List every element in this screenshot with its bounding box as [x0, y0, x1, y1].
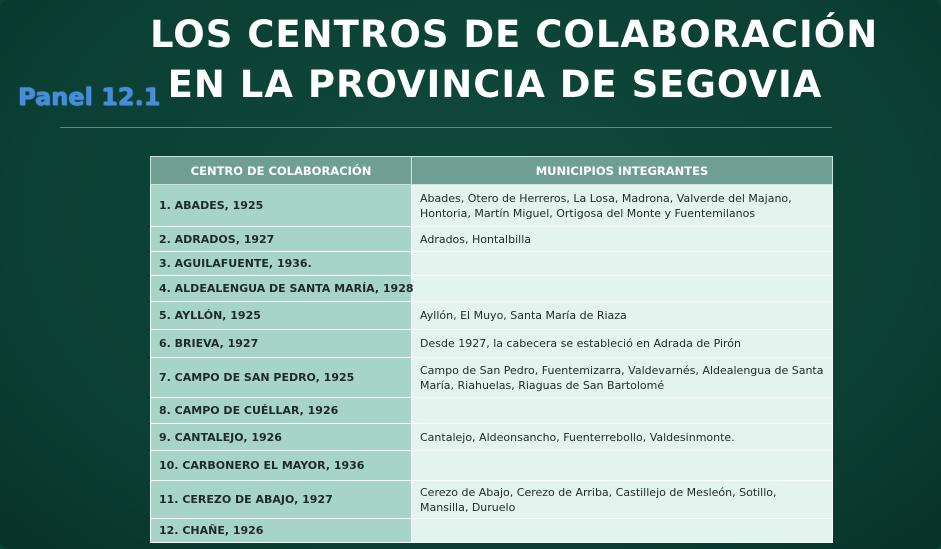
title-divider — [60, 127, 832, 128]
table-row — [151, 358, 833, 398]
cell-centro: 6. BRIEVA, 1927 — [151, 330, 412, 358]
table-row — [151, 519, 833, 543]
cell-municipios — [412, 398, 833, 424]
cell-centro: 10. CARBONERO EL MAYOR, 1936 — [151, 451, 412, 481]
cell-centro: 8. CAMPO DE CUÉLLAR, 1926 — [151, 398, 412, 424]
table-row — [151, 252, 833, 276]
cell-centro: 7. CAMPO DE SAN PEDRO, 1925 — [151, 358, 412, 398]
cell-municipios — [412, 252, 833, 276]
table-row — [151, 481, 833, 519]
cell-municipios: Cantalejo, Aldeonsancho, Fuenterrebollo, Valdesinmonte. — [412, 424, 833, 451]
cell-municipios: Cerezo de Abajo, Cerezo de Arriba, Castillejo de Mesleón, Sotillo, Mansilla, Duruelo — [412, 481, 833, 519]
table-row — [151, 302, 833, 330]
cell-centro: 9. CANTALEJO, 1926 — [151, 424, 412, 451]
cell-municipios: Ayllón, El Muyo, Santa María de Riaza — [412, 302, 833, 330]
title-line-2: EN LA PROVINCIA DE SEGOVIA — [167, 63, 823, 106]
slide-title — [150, 10, 879, 110]
cell-municipios: Abades, Otero de Herreros, La Losa, Madrona, Valverde del Majano, Hontoria, Martín Miguel, Ortigosa del Monte y Fuentemilanos — [412, 185, 833, 227]
cell-municipios — [412, 519, 833, 543]
panel-label: Panel 12.1 — [18, 83, 161, 111]
cell-centro: 5. AYLLÓN, 1925 — [151, 302, 412, 330]
cell-centro: 2. ADRADOS, 1927 — [151, 227, 412, 252]
cell-centro: 11. CEREZO DE ABAJO, 1927 — [151, 481, 412, 519]
table-row — [151, 398, 833, 424]
cell-centro: 4. ALDEALENGUA DE SANTA MARÍA, 1928 — [151, 276, 412, 302]
cell-municipios: Adrados, Hontalbilla — [412, 227, 833, 252]
cell-municipios — [412, 276, 833, 302]
column-header-centro: CENTRO DE COLABORACIÓN — [151, 157, 412, 185]
table-row — [151, 451, 833, 481]
collaboration-centers-table — [150, 156, 833, 543]
cell-municipios: Campo de San Pedro, Fuentemizarra, Valdevarnés, Aldealengua de Santa María, Riahuelas, Riaguas de San Bartolomé — [412, 358, 833, 398]
table-row — [151, 276, 833, 302]
cell-centro: 3. AGUILAFUENTE, 1936. — [151, 252, 412, 276]
table-header-row — [151, 157, 833, 185]
title-line-1: LOS CENTROS DE COLABORACIÓN — [150, 13, 879, 56]
table-row — [151, 424, 833, 451]
table-row — [151, 227, 833, 252]
cell-municipios — [412, 451, 833, 481]
cell-municipios: Desde 1927, la cabecera se estableció en Adrada de Pirón — [412, 330, 833, 358]
column-header-municipios: MUNICIPIOS INTEGRANTES — [412, 157, 833, 185]
table-row — [151, 330, 833, 358]
cell-centro: 12. CHAÑE, 1926 — [151, 519, 412, 543]
cell-centro: 1. ABADES, 1925 — [151, 185, 412, 227]
table-row — [151, 185, 833, 227]
